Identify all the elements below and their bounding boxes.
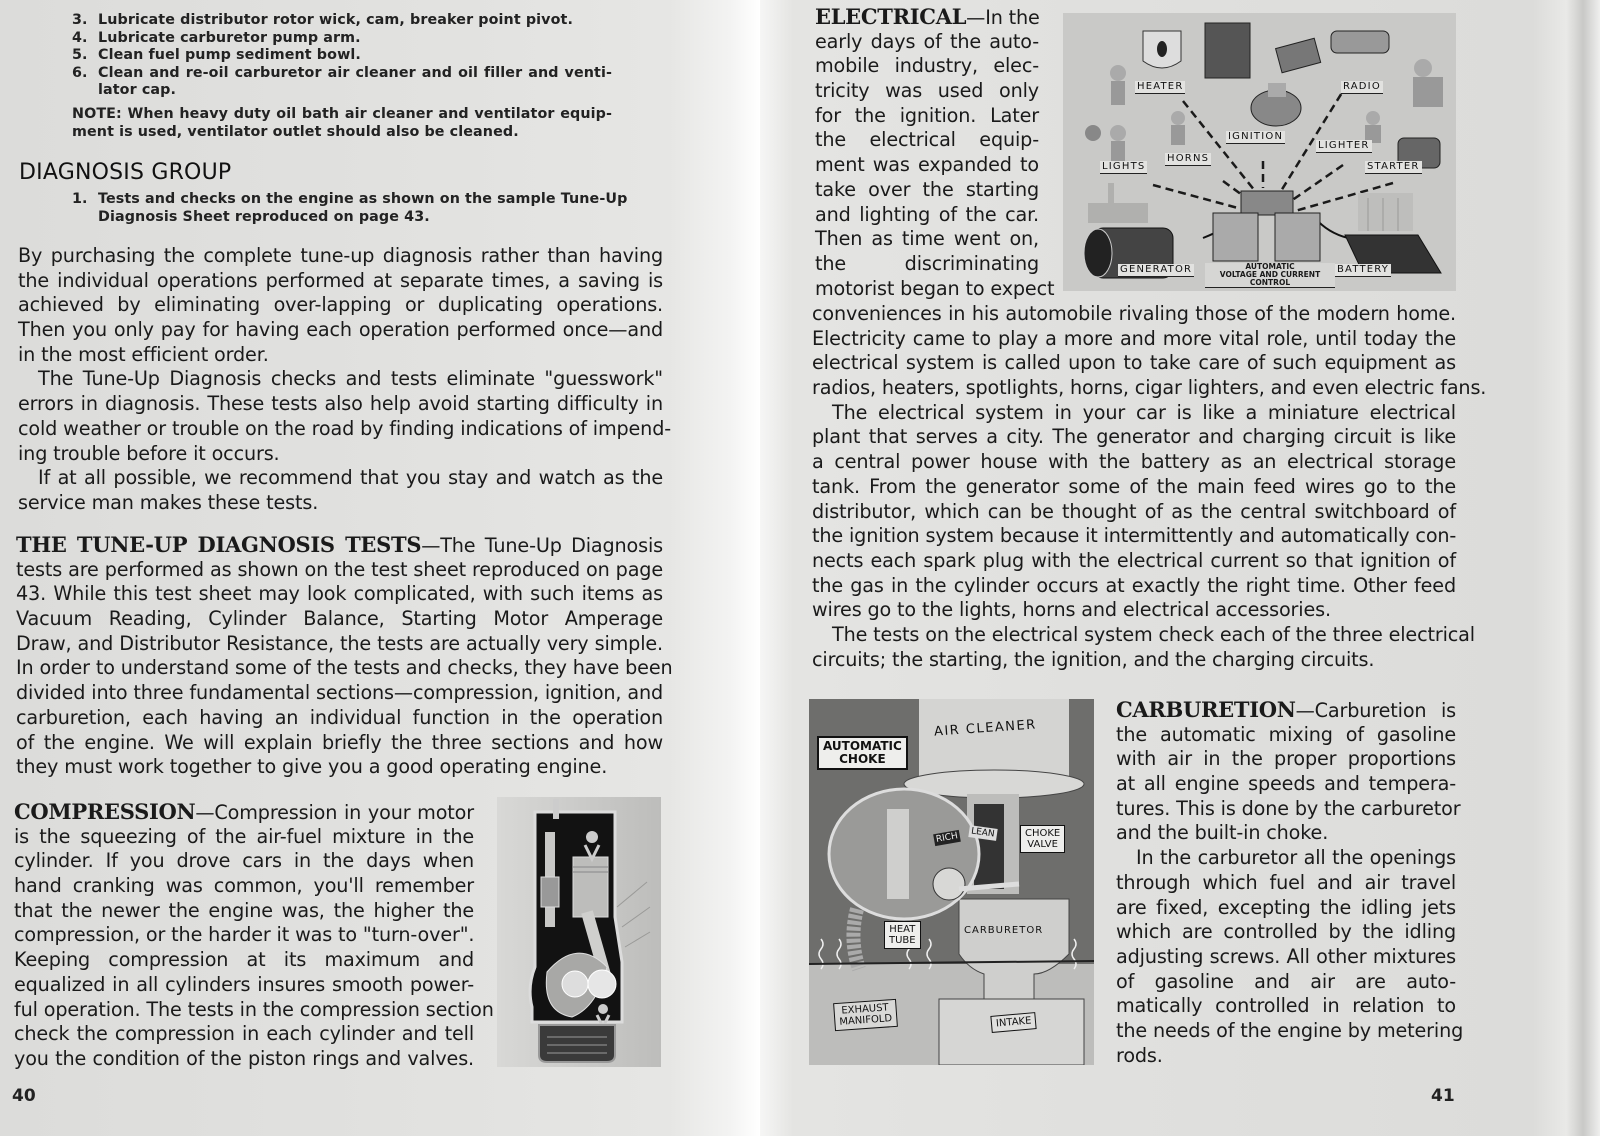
electrical-diagram-icon [1063,13,1456,291]
diagnosis-group-list: 1. Tests and checks on the engine as shown on the sample Tune-Up Diagnosis Sheet reproduced on page 43. [72,191,628,225]
electrical-system-illustration [1063,13,1456,291]
lighter-label: LIGHTER [1318,140,1370,151]
list-item: 6. Clean and re-oil carburetor air cleaner and oil filler and venti- [72,64,612,81]
air-cleaner-label: AIR CLEANER [933,717,1038,740]
lights-label: LIGHTS [1102,161,1146,172]
intake-label: INTAKE [990,1012,1037,1033]
heat-tube-label: HEAT TUBE [884,921,921,949]
lean-label: LEAN [968,825,997,841]
list-item: 5. Clean fuel pump sediment bowl. [72,47,361,64]
electrical-section-wide: conveniences in his automobile rivaling those of the modern home. Electricity came to play a more and more vital role, until today the electrical system is called upon to take care of such equipment as radios, heaters, spotlights, horns, cigar lighters, and even electric fans. The electrical system in your car is like a miniature electrical plant that serves a city. The generator and charging circuit is like a central power house with the battery as an electrical storage tank. From the generator some of the main feed wires go to the distributor, which can be thought of as the central switchboard of the ignition system because it intermittently and automatically con- nects each spark plug with the electrical current so that ignition of the gas in the cylinder occurs at exactly the right time. Other feed wires go to the lights, horns and electrical accessories. The tests on the electrical system check each of the three electrical circuits; the starting, the ignition, and the charging circuits. [812,302,1487,671]
electrical-section-narrow: ELECTRICAL—In the early days of the auto- mobile industry, elec- tricity was used only for the ignition. Later the electrical equip- ment was expanded to take over the starting and lighting of the car. Then as time went on, the discriminating motorist began to expect [815,4,1055,300]
ignition-label: IGNITION [1228,131,1284,142]
tune-up-tests-heading: THE TUNE-UP DIAGNOSIS TESTS [16,532,422,557]
engine-cylinder-icon [497,797,661,1067]
starter-label: STARTER [1367,161,1420,172]
compression-heading: COMPRESSION [14,799,196,824]
horns-label: HORNS [1167,153,1210,164]
list-item: 3. Lubricate distributor rotor wick, cam, breaker point pivot. [72,12,573,28]
radio-label: RADIO [1343,81,1381,92]
list-item: 4. Lubricate carburetor pump arm. [72,29,361,46]
exhaust-manifold-label: EXHAUST MANIFOLD [833,999,898,1031]
generator-label: GENERATOR [1120,264,1193,275]
heater-label: HEATER [1137,81,1184,92]
voltage-control-label: AUTOMATIC VOLTAGE AND CURRENT CONTROL [1205,263,1335,288]
carburetor-label: CARBURETOR [964,925,1044,936]
page-number: 40 [12,1086,36,1106]
electrical-heading: ELECTRICAL [815,4,967,29]
maintenance-list: 3. Lubricate distributor rotor wick, cam, breaker point pivot. 4. Lubricate carburetor pump arm. 5. Clean fuel pump sediment bowl. 6. Clean and re-oil carburetor air cleaner and oil filler and venti- lator cap. NOTE: When heavy duty oil bath air cleaner and ventilator equip- ment is used, ventilator outlet should also be cleaned. [72,12,612,140]
engine-cutaway-illustration [497,797,661,1067]
intro-paragraph: By purchasing the complete tune-up diagnosis rather than having the individual operations performed at separate times, a saving is achieved by eliminating over-lapping or duplicating operations. Then you only pay for having each operation performed once—and in the most efficient order. The Tune-Up Diagnosis checks and tests eliminate "guesswork" errors in diagnosis. These tests also help avoid starting difficulty in cold weather or trouble on the road by finding indications of impend- ing trouble before it occurs. If at all possible, we recommend that you stay and watch as the service man makes these tests. [18,244,671,514]
battery-label: BATTERY [1337,264,1390,275]
choke-valve-label: CHOKE VALVE [1020,825,1065,853]
page-number: 41 [1431,1086,1455,1106]
rich-label: RICH [933,830,961,846]
carburetor-illustration [809,699,1094,1065]
compression-section: COMPRESSION—Compression in your motor is the squeezing of the air-fuel mixture in the cylinder. If you drove cars in the days when hand cranking was common, you'll remember that the newer the engine was, the higher the compression, or the harder it was to "turn-over". Keeping compression at its maximum and equalized in all cylinders insures smooth power- ful operation. The tests in the compression section check the compression in each cylinder and tell you the condition of the piston rings and valves. [14,799,494,1070]
tune-up-tests-section: THE TUNE-UP DIAGNOSIS TESTS—The Tune-Up Diagnosis tests are performed as shown on the test sheet reproduced on page 43. While this test sheet may look complicated, with such items as Vacuum Reading, Cylinder Balance, Starting Motor Amperage Draw, and Distributor Resistance, the tests are actually very simple. In order to understand some of the tests and checks, they have been divided into three fundamental sections—compression, ignition, and carburetion, each having an individual function in the operation of the engine. We will explain briefly the three sections and how they must work together to give you a good operating engine. [16,532,673,779]
list-item: 1. Tests and checks on the engine as shown on the sample Tune-Up [72,191,628,207]
note: NOTE: When heavy duty oil bath air cleaner and ventilator equip- [72,105,612,122]
automatic-choke-label: AUTOMATIC CHOKE [817,736,908,770]
diagnosis-group-heading: DIAGNOSIS GROUP [19,160,232,185]
carburetion-heading: CARBURETION [1116,697,1296,722]
left-page [0,0,760,1136]
carburetion-section: CARBURETION—Carburetion is the automatic mixing of gasoline with air in the proper proportions at all engine speeds and tempera- tures. This is done by the carburetor and the built-in choke. In the carburetor all the openings through which fuel and air travel are fixed, excepting the idling jets which are controlled by the idling adjusting screws. All other mixtures of gasoline and air are auto- matically controlled in relation to the needs of the engine by metering rods. [1116,697,1464,1067]
